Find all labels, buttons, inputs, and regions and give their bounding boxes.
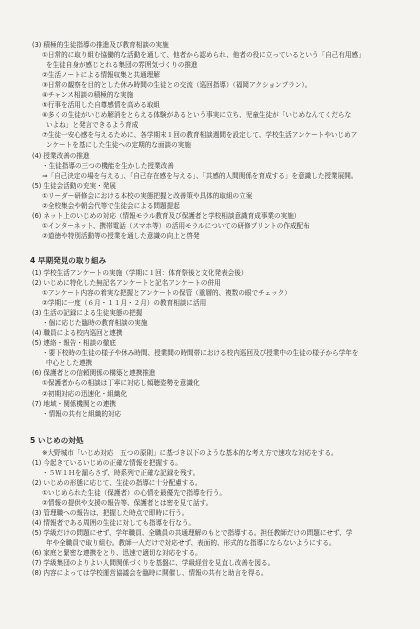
- list-item: ①インターネット、携帯電話（スマホ等）の活用モラルについての研修プリントの作成配布: [42, 221, 310, 230]
- list-item: ②学期に一度（６月・１１月・２月）の教育相談に活用: [42, 299, 207, 308]
- list-item: (3) 管理職への報告は、把握した時点で即時に行う。: [32, 508, 189, 517]
- list-item: ②生活ノートによる情報収集と共通理解: [42, 71, 160, 80]
- list-item: ⑤行事を活用した自尊感情を高める取組: [42, 101, 161, 110]
- list-item: (6) ネット上のいじめの対応（情報モラル教育及び保護者と学校相談意識育成事業の実施）: [32, 211, 301, 220]
- list-item: ・５Ｗ１Ｈを漏らさず、時系列で正確な記録を残す。: [42, 468, 200, 477]
- list-item: (3) 生活の記録による生徒実態の把握: [32, 309, 143, 318]
- list-item: ①保護者からの相談は丁寧に対応し傾聴姿勢を意識化: [42, 379, 200, 388]
- section-4-list: [30, 268, 398, 419]
- list-item: (2) いじめに特化した無記名アンケートと記名アンケートの併用: [32, 278, 221, 287]
- list-item: (6) 保護者との信頼関係の構築と連携推進: [32, 369, 156, 378]
- list-item: ⑦生徒一安心感を与えるために、各学期末１回の教育相談週間を設定して、学校生活アンケートやいじめア: [42, 131, 358, 140]
- list-item: (4) 職員による校内巡回と連携: [32, 329, 123, 338]
- list-item: ①アンケート内容の着実な把握とアンケートの保管（重層的、複数の眼でチェック）: [42, 289, 291, 298]
- list-item: ①日常的に取り組む協働的な活動を通して、他者から認められ、他者の役に立っているという「自己有用感」: [42, 51, 365, 60]
- list-item: いよね」と発言できるよう育成: [46, 121, 139, 130]
- list-item: (5) 連絡・報告・相談の徹底: [32, 339, 116, 348]
- section-5-heading: 5 いじめの対処: [30, 435, 84, 445]
- list-item: 年や全職員で取り組む。教師一人だけで対応せず、表面的、形式的な指導にならないようにする。: [46, 539, 336, 548]
- list-item: (6) 家庭と緊密な連携をとり、迅速で適切な対応をする。: [32, 549, 202, 558]
- list-item: ⑥多くの生徒がいじめ解消をとらえる体験があるという事実に立ち、児童生徒が「いじめなんてくだらな: [42, 111, 352, 120]
- section-4-heading: 4 早期発見の取り組み: [30, 255, 107, 265]
- list-item: ①リーダー研修会における本校の実態把握と改善策や具体的取組の立案: [42, 191, 253, 200]
- list-item: ※大野城市「いじめ対応 五つの原則」に基づき以下のような基本的な考え方で速攻な対応をする。: [42, 448, 338, 457]
- list-item: (4) 授業改善の推進: [32, 151, 90, 160]
- list-item: ・要下校時の生徒の様子や休み時間、授業間の時間帯における校内巡回及び授業中の生徒の様子から学年を: [42, 349, 359, 358]
- list-item: (8) 内容によっては学校運営協議会を臨時に開催し、情報の共有と助言を得る。: [32, 569, 268, 578]
- list-item: ②全校集会や朝会代等で生徒会による問題提起: [42, 201, 180, 210]
- list-item: ・情報の共有と組織的対応: [42, 409, 122, 418]
- list-item: ・生徒指導の三つの機能を生かした授業改善: [42, 161, 174, 170]
- list-item: (3) 積極的生徒指導の推進及び教育相談の実施: [32, 41, 169, 49]
- list-item: (1) 学校生活アンケートの実施（学期に１回：体育祭後と文化発表会後）: [32, 268, 248, 277]
- list-item: (4) 情報者である周囲の生徒に対しても指導を行なう。: [32, 518, 196, 527]
- list-item: (5) 学級だけの問題にせず、学年職員、全職員の共通理解のもとで指導する。担任教師だけの問題にせず、学: [32, 529, 353, 538]
- section-5-list: [30, 448, 398, 579]
- list-item: (7) 地域・関係機関との連携: [32, 399, 116, 408]
- list-item: ンケートを基にした生徒への定期的な面談の実施: [46, 141, 191, 150]
- section-3-list: [30, 40, 398, 241]
- list-item: ③日常の観察を目的とした休み時間の生徒との交流（巡回指導）（福岡アクションプラン）。: [42, 81, 312, 90]
- list-item: (2) いじめの形態に応じて、生徒の指導に十分配慮する。: [32, 478, 202, 487]
- list-item: ④チャンス相談の積極的な実施: [42, 91, 134, 100]
- list-item: (5) 生徒会活動の充実・発展: [32, 181, 116, 190]
- list-item: (7) 学級集団のよりよい人間関係づくりを基盤に、学級経営を見直し改善を図る。: [32, 559, 275, 568]
- list-item: ・個に応じた臨時の教育相談の実施: [42, 319, 148, 328]
- list-item: 中心とした連携: [46, 359, 93, 368]
- list-item: ②初期対応の迅速化・組織化: [42, 389, 128, 398]
- list-item: ①いじめられた生徒（保護者）の心情を最優先で指導を行う。: [42, 488, 226, 497]
- list-item: ②情報の提供や支援の報告等、保護者とは密を見て話す。: [42, 498, 213, 507]
- list-item: (1) 今起きているいじめの正確な情報を把握する。: [32, 458, 182, 467]
- list-item: ②道徳や特別活動等の授業を通した意識の向上と啓発: [42, 231, 200, 240]
- list-item: を生徒自身が感じとれる集団の雰囲気づくりの推進: [46, 61, 198, 70]
- list-item: ⇒「自己決定の場を与える」、「自己存在感を与える」、「共感的人間関係を育成する」を意識した授業展開。: [42, 171, 358, 180]
